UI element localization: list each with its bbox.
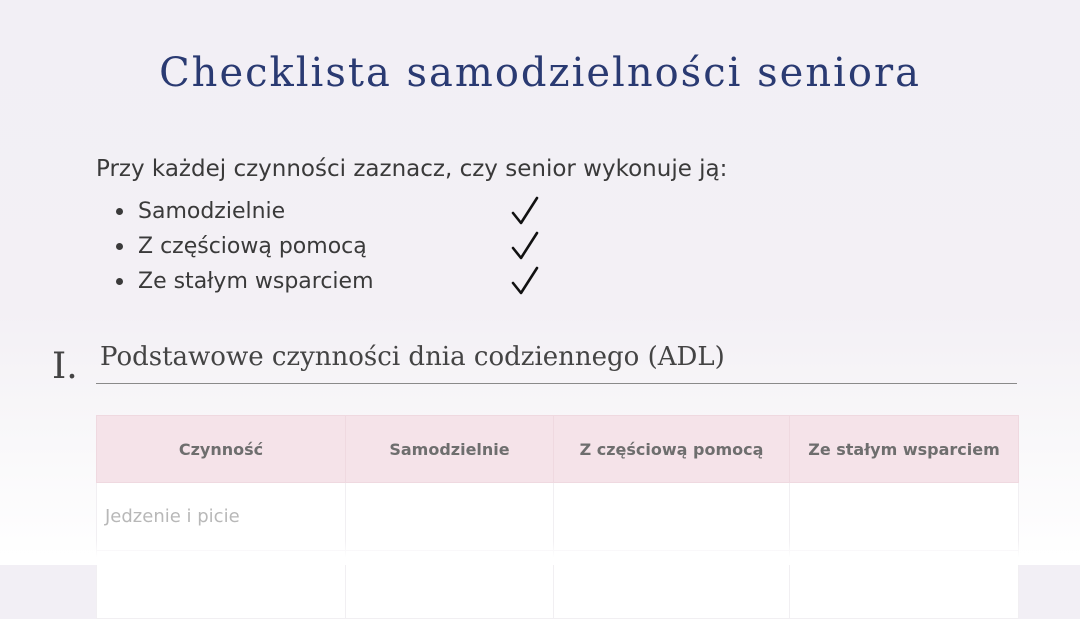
column-header: Czynność <box>97 416 346 483</box>
bullet-icon <box>116 208 123 215</box>
section-divider <box>96 383 1017 384</box>
option-label: Z częściową pomocą <box>138 234 367 259</box>
activity-cell: Jedzenie i picie <box>97 483 346 551</box>
section-number: I. <box>52 346 78 387</box>
options-list <box>114 194 374 299</box>
bullet-icon <box>116 278 123 285</box>
page-title: Checklista samodzielności seniora <box>159 50 921 96</box>
bullet-icon <box>116 243 123 250</box>
column-header: Samodzielnie <box>346 416 554 483</box>
column-header: Ze stałym wsparciem <box>790 416 1019 483</box>
option-item-czesciowa-pomoc <box>114 229 374 264</box>
section-heading <box>52 340 1017 386</box>
bottom-fade <box>0 540 1080 565</box>
checkmark-icon <box>510 230 540 262</box>
option-label: Ze stałym wsparciem <box>138 269 374 294</box>
checkmark-icon <box>510 195 540 227</box>
option-item-samodzielnie <box>114 194 374 229</box>
adl-table <box>96 415 1019 619</box>
intro-text: Przy każdej czynności zaznacz, czy senior wykonuje ją: <box>96 156 728 182</box>
checkmark-icon <box>510 265 540 297</box>
option-label: Samodzielnie <box>138 199 286 224</box>
column-header: Z częściową pomocą <box>554 416 790 483</box>
option-item-stale-wsparcie <box>114 264 374 299</box>
table-header-row <box>97 416 1019 483</box>
section-title: Podstawowe czynności dnia codziennego (ADL) <box>100 342 725 372</box>
